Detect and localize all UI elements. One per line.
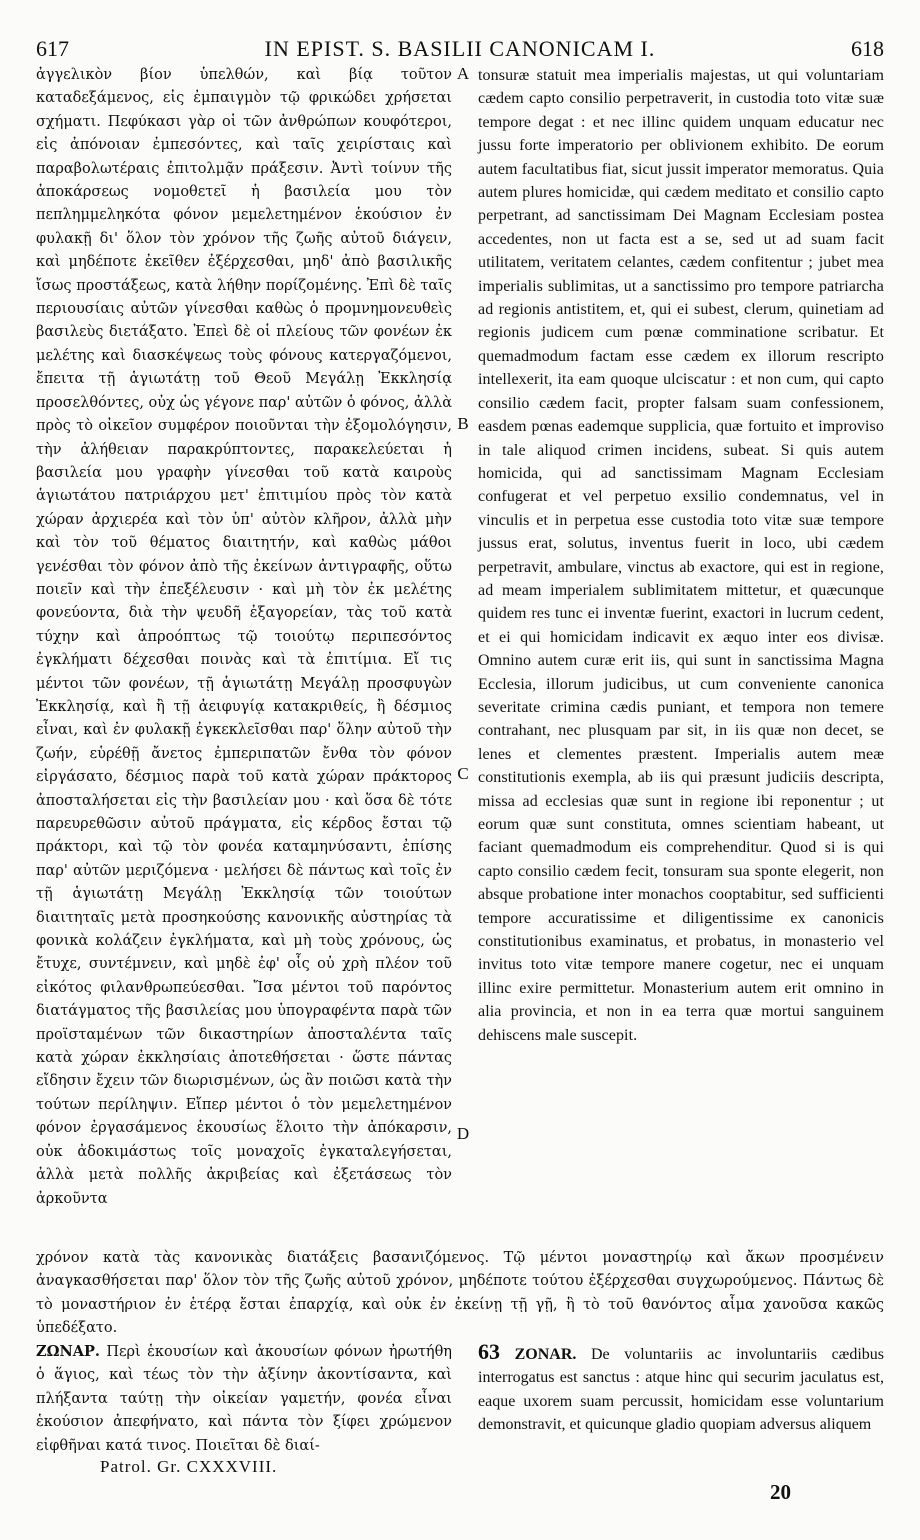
zonar-latin-heading: ZONAR. bbox=[514, 1346, 577, 1363]
margin-marker-b: B bbox=[457, 414, 469, 433]
zonar-latin-commentary bbox=[478, 1340, 884, 1437]
zonar-greek-commentary bbox=[36, 1340, 452, 1458]
greek-text: ἀγγελικὸν βίον ὑπελθών, καὶ βίᾳ τοῦτον καταδεξάμενος, εἰς ἐμπαιγμὸν τῷ φρικώδει χρήσεται σχήματι. Πεφύκασι γὰρ οἱ τῶν ἀνθρώπων κουφότεροι, εἰς ἀπόνοιαν ἐμπεσόντες, καὶ ταῖς χειρίσταις καὶ παραβολωτέραις ἐπιτολμᾷν πράξεσιν. Ἀντὶ τοίνυν τῆς ἀποκάρσεως νομοθετεῖ ἡ βασιλεία μου τὸν πεπλημμεληκότα φόνον μεμελετημένον ἑκούσιον ἐν φυλακῇ δι' ὅλον τὸν χρόνον τῆς ζωῆς αὐτοῦ διάγειν, καὶ μηδέποτε ἐκεῖθεν ἐξέρχεσθαι, μηδ' ἀπὸ βασιλικῆς ἴσως προστάξεως, κατὰ λήθην πορίζομένης. Ἐπὶ δὲ ταῖς περιουσίαις αὐτῶν γίνεσθαι καθὼς ὁ προμνημονευθεὶς βασιλεὺς διετάξατο. Ἐπεὶ δὲ οἱ πλείους τῶν φονέων ἐκ μελέτης καὶ διασκέψεως τοὺς φόνους κατεργαζόμενοι, ἔπειτα τῇ ἁγιωτάτῃ τοῦ Θεοῦ Μεγάλῃ Ἐκκλησίᾳ προσελθόντες, οὐχ ὡς γέγονε παρ' αὐτῶν ὁ φόνος, ἀλλὰ πρὸς τὸ οἰκεῖον συμφέρον ποιοῦνται τὴν ἐξομολόγησιν, τὴν ἀλήθειαν παρακρύπτοντες, παρακελεύεται ἡ βασιλεία μου γραφὴν γίνεσθαι τοῦ κατὰ καιροὺς ἁγιωτάτου πατριάρχου μετ' ἐπιτιμίου πρὸς τὸν κατὰ χώραν ἀρχιερέα καὶ τὸν ὑπ' αὐτὸν κλῆρον, ἀλλὰ μὴν καὶ τὸν τοῦ θέματος διαιτητήν, καὶ καθὼς μάθοι γενέσθαι τὸν φόνον ἀπὸ τῆς ἐκείνων ἀντιγραφῆς, οὕτω ποιεῖν καὶ τὴν ἐπεξέλευσιν · καὶ μὴ τὸν ἐκ μελέτης φονεύοντα, διὰ τὴν ψευδῆ ἐξαγορείαν, τὰς τοῦ κατὰ τύχην καὶ ἀπροόπτως τῷ τοιούτῳ περιπεσόντος ἐγκλήματι δέχεσθαι ποινὰς καὶ τὰ ἐπιτίμια. Εἴ τις μέντοι τῶν φονέων, τῇ ἁγιωτάτῃ Μεγάλῃ προσφυγὼν Ἐκκλησίᾳ, καὶ ἢ τῇ ἀειφυγίᾳ κατακριθείς, ἢ δέσμιος εἶναι, καὶ ἐν φυλακῇ ἐγκεκλεῖσθαι παρ' ὅλην αὐτοῦ τὴν ζωήν, εὑρέθῇ ἄνετος ἐμπεριπατῶν ἔνθα τὸν φόνον εἰργάσατο, δέσμιος παρὰ τοῦ κατὰ χώραν πράκτορος ἀποσταλήσεται εἰς τὴν βασιλείαν μου · καὶ ὅσα δὲ τότε παρευρεθῶσιν αὐτοῦ πράγματα, εἰς κέρδος ἔσται τῷ πράκτορι, καὶ τῷ τὸν φονέα καταμηνύσαντι, ἐπίσης παρ' αὐτῶν μεριζόμενα · μελήσει δὲ πάντως καὶ τοῖς ἐν τῇ ἁγιωτάτῃ Μεγάλῃ Ἐκκλησίᾳ τῶν τοιούτων διαιτηταῖς μετὰ προσηκούσης κανονικῆς αὐστηρίας τὰ φονικὰ κολάζειν ἐγκλήματα, καὶ μὴ τοὺς χρόνους, ὡς ἔτυχε, συντέμνειν, καὶ μηδὲ ἐφ' οἷς οὐ χρὴ πλέον τοῦ εἰκότος φιλανθρωπεύεσθαι. Ἴσα μέντοι τοῦ παρόντος διατάγματος τῆς βασιλείας μου ὑπογραφέντα παρὰ τῶν προϊσταμένων τῶν δικαστηρίων ἀποσταλέντα ταῖς κατὰ χώραν ἐκκλησίαις ἀποτεθήσεται · ὥστε πάντας εἴδησιν ἔχειν τῶν διωρισμένων, ὡς ἂν ποιῶσι κατὰ τὴν τούτων περίληψιν. Εἴπερ μέντοι ὁ τὸν μεμελετημένον φόνον ἐργασάμενος ἑκουσίως ἕλοιτο τὴν ἀπόκαρσιν, οὐκ ἀδοκιμάστως τοῖς μοναχοῖς ἐγκαταλεγήσεται, ἀλλὰ μετὰ πολλῆς ἀκριβείας καὶ ἐξετάσεως τὸν ἀρκοῦντα bbox=[36, 67, 452, 1207]
full-width-greek-paragraph bbox=[36, 1247, 884, 1341]
full-width-text: χρόνον κατὰ τὰς κανονικὰς διατάξεις βασανιζόμενος. Τῷ μέντοι μοναστηρίῳ καὶ ἄκων προσμένειν ἀναγκασθήσεται παρ' ὅλον τὸν τῆς ζωῆς αὐτοῦ χρόνον, μηδέποτε τούτου ἐξέρχεσθαι συγχωρούμενος. Πάντως δὲ τὸ μοναστήριον ἐν ἑτέρᾳ ἔσται ἐπαρχίᾳ, καὶ οὐκ ἐν ἐκείνῃ τῇ γῇ, ἣ τὸ τοῦ θανόντος αἷμα χανοῦσα κακῶς ὑπεδέξατο. bbox=[36, 1250, 884, 1337]
zonar-latin-text: De voluntariis ac involuntariis cædibus interrogatus est sanctus : atque hinc qui securim jaculatus est, eaque uxorem suam percussit, homicidam esse voluntarium demonstravit, et quicunque gladio quopiam adversus aliquem bbox=[478, 1346, 885, 1434]
margin-marker-a: A bbox=[456, 64, 470, 83]
latin-column bbox=[478, 64, 884, 1198]
section-number: 63 bbox=[478, 1339, 500, 1364]
page-number-right: 618 bbox=[851, 36, 884, 61]
zonar-greek-text: Περὶ ἑκουσίων καὶ ἀκουσίων φόνων ἠρωτήθη ὁ ἅγιος, καὶ τέως τὸν τὴν ἀξίνην ἀκοντίσαντα, καὶ πλήξαντα ταύτῃ τὴν οἰκείαν γαμετήν, φονέα εἶναι ἑκούσιον ἀπεφήνατο, καὶ πάντα τὸν ξίφει χρώμενον εἰφθῆναι κατά τινος. Ποιεῖται δὲ διαί- bbox=[36, 1344, 452, 1454]
page-number-left: 617 bbox=[36, 36, 69, 61]
latin-text: tonsuræ statuit mea imperialis majestas, ut qui voluntariam cædem capto consilio perpetraverit, in custodia toto vitæ suæ tempore degat : et nec illinc quidem unquam educatur nec jussu forte imperatorio per oblivionem exhibito. De eorum autem facultatibus fiat, sicut jussit imperator memoratus. Quia autem plures homicidæ, qui cædem meditato et consilio capto perpetrant, ad sanctissimam Dei Magnam Ecclesiam postea accedentes, non ut facta est a se, sed ut ad suam facit utilitatem, veritatem celantes, cædem confitentur ; jubet mea imperialis sublimitas, ut a sanctissimo pro tempore patriarcha ad regionis antistitem, et, qui ei subest, clerum, quinetiam ad regionis judicem cum pœnæ comminatione scribatur. Et quemadmodum factam esse cædem ex illorum rescripto intellexerit, ita eam quoque ulciscatur : et non cum, qui capto consilio cædem facit, propter falsam suam confessionem, easdem pœnas eademque supplicia, quæ fortuito et improviso in tale aliquod crimen incidens, subeat. Si quis autem homicida, qui ad sanctissimam Magnam Ecclesiam confugerat et vel perpetuo exsilio condemnatus, vel in vinculis et in perpetua esse custodia toto vitæ suæ tempore jussus erat, solutus, inventus fuerit in loco, ubi cædem perpetravit, ambulare, vinctus ab exactore, qui est in regione, ad meam imperialem sublimitatem mittetur, et quæcunque quidem res tunc ei inventæ fuerint, exactori in lucrum cedent, et ei qui homicidam indicavit ex æquo inter eos divisæ. Omnino autem curæ erit iis, qui sunt in sanctissima Magna Ecclesia, illorum judicibus, ut cum conveniente canonica severitate crimina cædis puniant, et tempora non temere contrahant, nec plusquam par sit, in iis quæ non decet, se lenes et clementes præstent. Imperialis autem meæ constitutionis exempla, ab iis qui præsunt judiciis descripta, missa ad ecclesias quæ sunt in regione ibi reponentur ; ut eorum quæ sunt constituta, omnes scientiam habeant, ut faciant quemadmodum eis comprehenditur. Quod si is qui capto consilio cædem fecit, tonsuram sua sponte elegerit, non absque probatione inter monachos cooptabitur, sed sufficienti tempore accuratissime et diligentissime ex canonicis constitutionibus examinatus, et probatus, in monasterio vel invitus toto vitæ tempore manere cogetur, nec ei unquam illinc exire permittetur. Monasterium autem erit omnino in alia provincia, et non in ea terra quæ mortui sanguinem dehiscens male suscepit. bbox=[478, 67, 884, 1044]
greek-column bbox=[36, 64, 452, 1207]
volume-signature: Patrol. Gr. CXXXVIII. bbox=[100, 1457, 278, 1476]
running-title: IN EPIST. S. BASILII CANONICAM I. bbox=[264, 36, 656, 61]
margin-marker-c: C bbox=[457, 764, 469, 783]
zonar-greek-heading: ΖΩΝΑΡ. bbox=[36, 1343, 100, 1360]
running-header bbox=[36, 36, 884, 66]
margin-marker-d: D bbox=[456, 1124, 470, 1143]
gathering-number: 20 bbox=[770, 1480, 791, 1504]
